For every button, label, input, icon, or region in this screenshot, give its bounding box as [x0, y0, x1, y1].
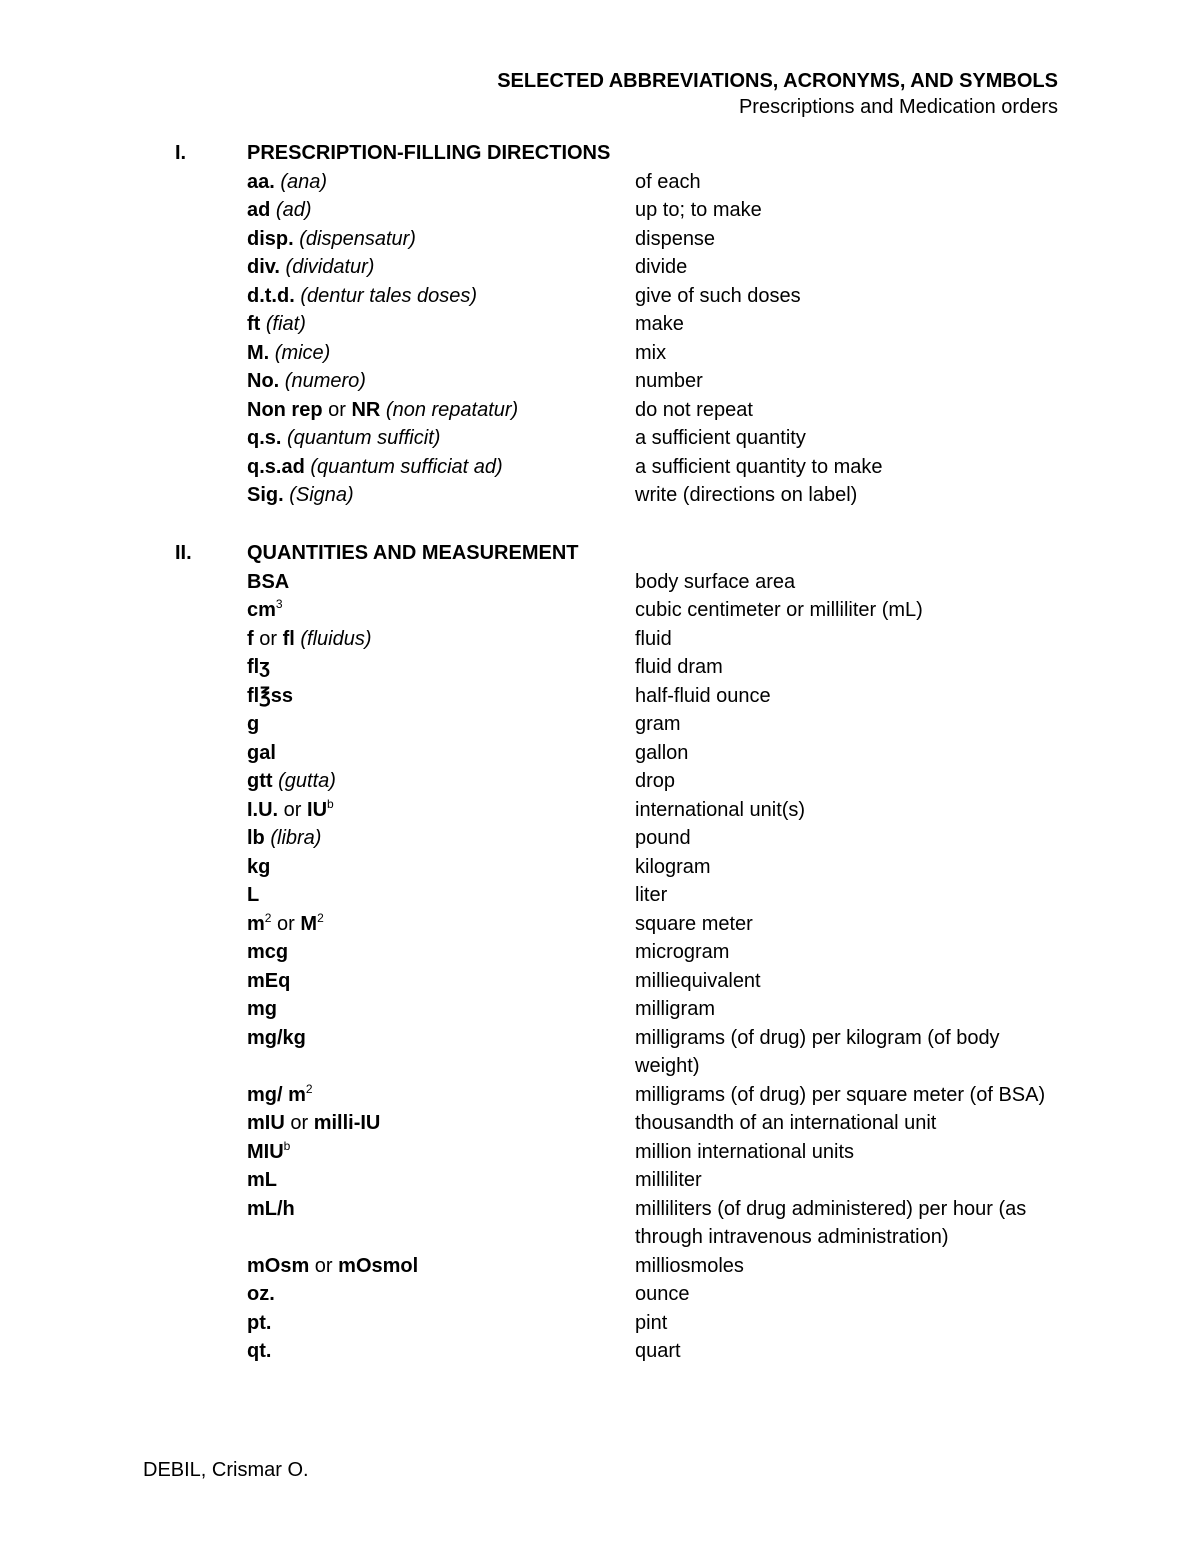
section-quantities-and-measurement — [175, 539, 1075, 1366]
section-prescription-filling-directions — [175, 139, 1075, 510]
abbreviation-row — [247, 253, 1075, 282]
abbreviation-row — [247, 1166, 1075, 1195]
abbreviation-term — [247, 1280, 635, 1309]
term-segment: mL — [247, 1169, 277, 1191]
superscript: 3 — [275, 597, 283, 611]
abbreviation-meaning: fluid — [635, 627, 672, 650]
abbreviation-row — [247, 1252, 1075, 1281]
abbreviation-row — [247, 1337, 1075, 1366]
superscript: 2 — [305, 1081, 313, 1096]
term-segment: (numero) — [284, 370, 366, 392]
abbreviation-meaning: write (directions on label) — [635, 484, 858, 506]
abbreviation-term — [247, 995, 635, 1024]
abbreviation-term — [247, 339, 635, 368]
abbreviation-row — [247, 168, 1075, 197]
abbreviation-row — [247, 910, 1075, 939]
abbreviation-meaning: half-fluid ounce — [635, 684, 771, 707]
term-segment: disp. — [247, 227, 294, 250]
term-segment: IU — [307, 798, 328, 821]
term-segment: g — [247, 713, 260, 735]
term-segment: mIU — [247, 1112, 285, 1134]
section-numeral: I. — [175, 141, 187, 164]
abbreviation-term — [247, 910, 635, 939]
term-segment: (dividatur) — [285, 256, 375, 278]
abbreviation-term — [247, 1109, 635, 1138]
term-segment: or — [278, 798, 308, 821]
term-segment: Non rep — [247, 398, 323, 421]
abbreviation-meaning: number — [635, 370, 703, 392]
abbreviation-row — [247, 424, 1075, 453]
abbreviation-row — [247, 710, 1075, 739]
abbreviation-meaning: body surface area — [635, 570, 796, 593]
term-segment: gal — [247, 741, 276, 764]
abbreviation-term — [247, 967, 635, 996]
term-segment: M. — [247, 341, 270, 364]
abbreviation-term — [247, 424, 635, 453]
term-segment: mcg — [247, 941, 289, 963]
term-segment: (gutta) — [278, 770, 336, 792]
abbreviation-meaning: dispense — [635, 227, 716, 250]
term-segment: ad — [247, 199, 271, 221]
abbreviation-meaning: drop — [635, 770, 676, 792]
term-segment: or — [253, 627, 283, 650]
abbreviation-row — [247, 824, 1075, 853]
abbreviation-row — [247, 310, 1075, 339]
abbreviation-meaning: of each — [635, 170, 701, 193]
abbreviation-meaning: give of such doses — [635, 284, 801, 307]
abbreviation-term — [247, 1166, 635, 1195]
abbreviation-term — [247, 710, 635, 739]
term-segment: (ana) — [280, 170, 328, 193]
term-segment: NR — [351, 398, 381, 421]
term-segment: mg/kg — [247, 1026, 306, 1049]
term-segment: mg/ m — [247, 1083, 306, 1106]
abbreviation-term — [247, 1081, 635, 1110]
term-segment: oz. — [247, 1283, 275, 1305]
term-segment: q.s. — [247, 427, 282, 449]
abbreviation-term — [247, 625, 635, 654]
abbreviation-term — [247, 396, 635, 425]
abbreviation-row — [247, 881, 1075, 910]
abbreviation-row — [247, 653, 1075, 682]
abbreviation-row — [247, 938, 1075, 967]
abbreviation-meaning: quart — [635, 1340, 681, 1362]
abbreviation-term — [247, 653, 635, 682]
term-segment: lb — [247, 827, 265, 849]
abbreviation-term — [247, 310, 635, 339]
term-segment: mg — [247, 998, 277, 1020]
term-segment: or — [322, 398, 352, 421]
abbreviation-meaning: thousandth of an international unit — [635, 1112, 937, 1134]
abbreviation-term — [247, 796, 635, 825]
abbreviation-meaning: international unit(s) — [635, 798, 806, 821]
abbreviation-meaning: milliequivalent — [635, 969, 761, 992]
term-segment: q.s.ad — [247, 455, 305, 478]
abbreviation-meaning: divide — [635, 256, 688, 278]
abbreviation-meaning: make — [635, 313, 684, 335]
abbreviation-term — [247, 1309, 635, 1338]
abbreviation-meaning: pound — [635, 827, 691, 849]
abbreviation-row — [247, 1309, 1075, 1338]
term-segment: aa. — [247, 170, 275, 193]
abbreviation-row — [247, 196, 1075, 225]
term-segment: or — [309, 1254, 339, 1277]
term-segment: gtt — [247, 770, 273, 792]
document-title: SELECTED ABBREVIATIONS, ACRONYMS, AND SYMBOLS — [497, 70, 1058, 92]
term-segment: (Signa) — [289, 484, 354, 506]
term-segment: fl℥ss — [247, 684, 294, 707]
term-segment: (fluidus) — [300, 627, 372, 650]
abbreviation-meaning: mix — [635, 341, 667, 364]
abbreviation-row — [247, 1109, 1075, 1138]
abbreviation-row — [247, 596, 1075, 625]
document-subtitle: Prescriptions and Medication orders — [738, 96, 1058, 118]
abbreviation-row — [247, 568, 1075, 597]
abbreviation-row — [247, 339, 1075, 368]
abbreviation-meaning: milliosmoles — [635, 1254, 744, 1277]
term-segment: L — [247, 884, 260, 906]
term-segment: d.t.d. — [247, 284, 295, 307]
term-segment: ft — [247, 313, 261, 335]
term-segment: cm — [247, 599, 276, 621]
abbreviation-row — [247, 1195, 1075, 1252]
abbreviation-row — [247, 739, 1075, 768]
abbreviation-row — [247, 481, 1075, 510]
term-segment: mL/h — [247, 1197, 295, 1220]
document-header — [497, 68, 1058, 120]
term-segment: M — [300, 912, 318, 935]
term-segment: BSA — [247, 570, 290, 593]
term-segment: milli-IU — [313, 1112, 381, 1134]
term-segment: (libra) — [270, 827, 322, 849]
abbreviation-meaning: milliliters (of drug administered) per hour (as through intravenous administration) — [635, 1197, 1027, 1248]
abbreviation-meaning: pint — [635, 1311, 668, 1334]
abbreviation-meaning: liter — [635, 884, 668, 906]
abbreviation-meaning: microgram — [635, 941, 730, 963]
term-segment: (dispensatur) — [299, 227, 416, 250]
abbreviation-row — [247, 796, 1075, 825]
term-segment: mOsm — [247, 1254, 310, 1277]
term-segment: kg — [247, 855, 271, 878]
abbreviation-row — [247, 967, 1075, 996]
abbreviation-row — [247, 1280, 1075, 1309]
term-segment: div. — [247, 256, 280, 278]
section-heading — [175, 139, 1075, 168]
abbreviation-row — [247, 1081, 1075, 1110]
abbreviation-meaning: kilogram — [635, 855, 711, 878]
abbreviation-term — [247, 253, 635, 282]
abbreviation-row — [247, 767, 1075, 796]
abbreviation-meaning: gram — [635, 713, 681, 735]
abbreviation-term — [247, 1024, 635, 1081]
abbreviation-row — [247, 367, 1075, 396]
abbreviation-list — [175, 568, 1075, 1366]
abbreviation-term — [247, 739, 635, 768]
abbreviation-term — [247, 1337, 635, 1366]
abbreviation-term — [247, 853, 635, 882]
abbreviation-term — [247, 225, 635, 254]
abbreviation-meaning: milligrams (of drug) per square meter (of BSA) — [635, 1083, 1046, 1106]
abbreviation-meaning: milliliter — [635, 1169, 702, 1191]
term-segment: qt. — [247, 1340, 272, 1362]
term-segment: (ad) — [275, 199, 312, 221]
term-segment: Sig. — [247, 484, 284, 506]
term-segment: (fiat) — [265, 313, 306, 335]
superscript: b — [283, 1138, 291, 1153]
abbreviation-term — [247, 1195, 635, 1252]
abbreviation-meaning: gallon — [635, 741, 689, 764]
term-segment: pt. — [247, 1311, 272, 1334]
abbreviation-term — [247, 682, 635, 711]
abbreviation-row — [247, 625, 1075, 654]
term-segment: m — [247, 912, 265, 935]
section-title: PRESCRIPTION-FILLING DIRECTIONS — [247, 141, 611, 164]
term-segment: flʒ — [247, 656, 270, 678]
term-segment: mOsmol — [338, 1254, 419, 1277]
abbreviation-row — [247, 282, 1075, 311]
term-segment: (quantum sufficiat ad) — [310, 455, 503, 478]
term-segment: or — [284, 1112, 314, 1134]
term-segment: (dentur tales doses) — [300, 284, 478, 307]
term-segment: MIU — [247, 1140, 284, 1163]
term-segment: (mice) — [274, 341, 331, 364]
abbreviation-term — [247, 196, 635, 225]
term-segment: (non repatatur) — [385, 398, 519, 421]
term-segment: or — [271, 912, 301, 935]
abbreviation-term — [247, 282, 635, 311]
abbreviation-meaning: million international units — [635, 1140, 855, 1163]
section-title: QUANTITIES AND MEASUREMENT — [247, 541, 579, 564]
abbreviation-row — [247, 853, 1075, 882]
abbreviation-meaning: a sufficient quantity to make — [635, 455, 883, 478]
abbreviation-term — [247, 481, 635, 510]
abbreviation-term — [247, 1138, 635, 1167]
abbreviation-row — [247, 995, 1075, 1024]
term-segment: (quantum sufficit) — [287, 427, 441, 449]
abbreviation-term — [247, 568, 635, 597]
term-segment: f — [247, 627, 254, 650]
abbreviation-row — [247, 225, 1075, 254]
term-segment: fl — [282, 627, 295, 650]
abbreviation-meaning: a sufficient quantity — [635, 427, 806, 449]
abbreviation-meaning: do not repeat — [635, 398, 753, 421]
abbreviation-meaning: milligram — [635, 998, 715, 1020]
abbreviation-term — [247, 881, 635, 910]
abbreviation-meaning: square meter — [635, 912, 753, 935]
abbreviation-row — [247, 682, 1075, 711]
abbreviation-meaning: ounce — [635, 1283, 690, 1305]
abbreviation-term — [247, 367, 635, 396]
section-heading — [175, 539, 1075, 568]
abbreviation-meaning: milligrams (of drug) per kilogram (of body weight) — [635, 1026, 1000, 1077]
abbreviation-term — [247, 453, 635, 482]
abbreviation-term — [247, 767, 635, 796]
abbreviation-meaning: up to; to make — [635, 199, 762, 221]
abbreviation-row — [247, 396, 1075, 425]
abbreviation-row — [247, 1024, 1075, 1081]
abbreviation-meaning: fluid dram — [635, 656, 723, 678]
term-segment: No. — [247, 370, 280, 392]
superscript: 2 — [317, 910, 324, 925]
abbreviation-term — [247, 596, 635, 625]
section-numeral: II. — [175, 541, 192, 564]
abbreviation-row — [247, 1138, 1075, 1167]
superscript: 2 — [264, 910, 272, 925]
abbreviation-list — [175, 168, 1075, 510]
abbreviation-row — [247, 453, 1075, 482]
abbreviation-term — [247, 824, 635, 853]
term-segment: I.U. — [247, 798, 279, 821]
abbreviation-meaning: cubic centimeter or milliliter (mL) — [635, 599, 923, 621]
author-footer: DEBIL, Crismar O. — [143, 1459, 309, 1481]
superscript: b — [327, 796, 334, 811]
term-segment: mEq — [247, 969, 291, 992]
abbreviation-term — [247, 1252, 635, 1281]
abbreviation-term — [247, 168, 635, 197]
abbreviation-term — [247, 938, 635, 967]
